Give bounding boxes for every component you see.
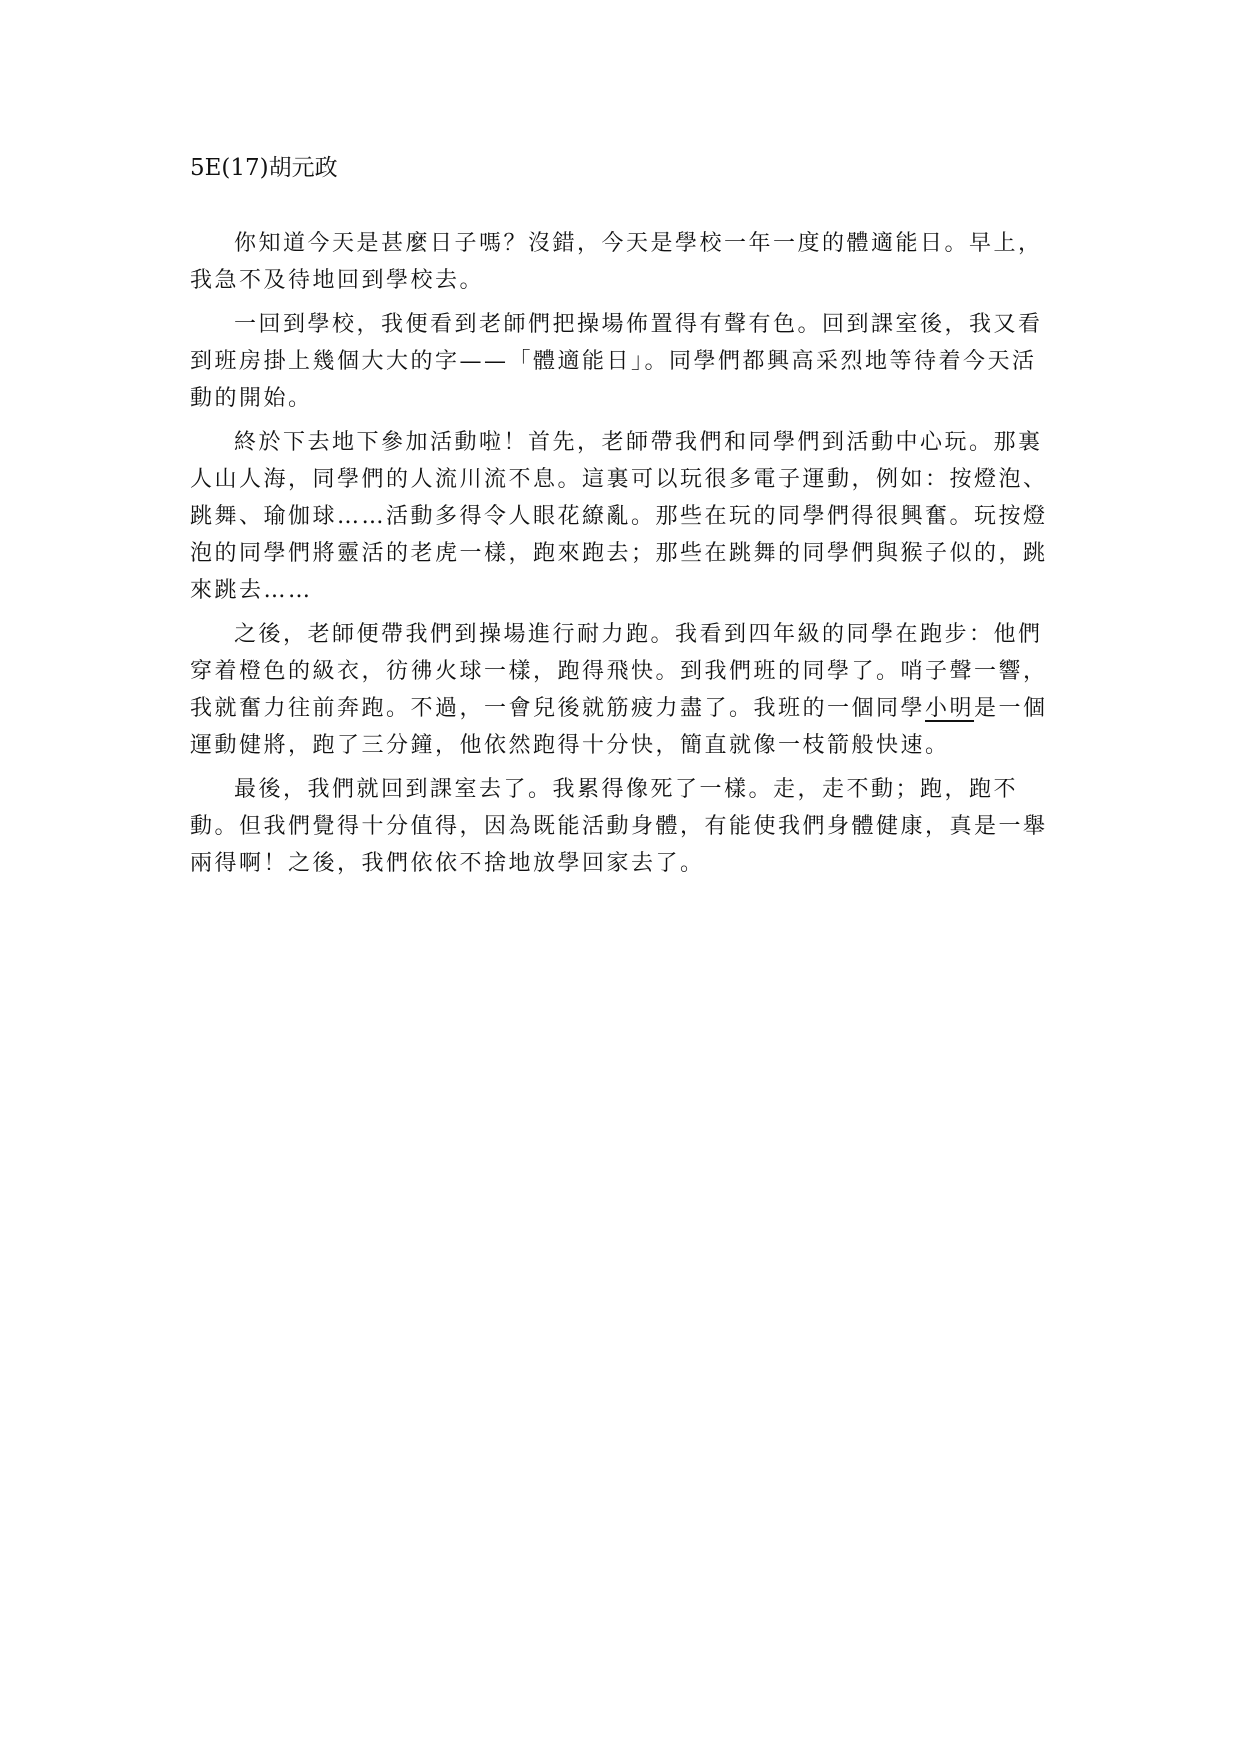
- author-class-line: 5E(17)胡元政: [190, 155, 338, 181]
- essay-paragraph-2: [190, 306, 1060, 417]
- essay-paragraph-3: [190, 424, 1060, 609]
- paragraph-text: 是一個運動健將，跑了三分鐘，他依然跑得十分快，簡直就像一枝箭般快速。: [190, 696, 1048, 758]
- paragraph-text: 終於下去地下參加活動啦！首先，老師帶我們和同學們到活動中心玩。那裏人山人海，同學們的人流川流不息。這裏可以玩很多電子運動，例如：按燈泡、跳舞、瑜伽球……活動多得令人眼花繚亂。那些在玩的同學們得很興奮。玩按燈泡的同學們將靈活的老虎一樣，跑來跑去；那些在跳舞的同學們與猴子似的，跳來跳去……: [190, 430, 1048, 603]
- essay-paragraph-4: [190, 616, 1060, 764]
- essay-body: [190, 225, 1060, 889]
- essay-paragraph-1: [190, 225, 1060, 299]
- paragraph-text: 一回到學校，我便看到老師們把操場佈置得有聲有色。回到課室後，我又看到班房掛上幾個大大的字——「體適能日」。同學們都興高采烈地等待着今天活動的開始。: [190, 312, 1043, 411]
- paragraph-text: 之後，老師便帶我們到操場進行耐力跑。我看到四年級的同學在跑步：他們穿着橙色的級衣，彷彿火球一樣，跑得飛快。到我們班的同學了。哨子聲一響，我就奮力往前奔跑。不過，一會兒後就筋疲力盡了。我班的一個同學: [190, 622, 1048, 721]
- underlined-name: 小明: [925, 696, 975, 721]
- paragraph-text: 你知道今天是甚麼日子嗎？沒錯，今天是學校一年一度的體適能日。早上，我急不及待地回到學校去。: [190, 231, 1043, 293]
- essay-paragraph-5: [190, 771, 1060, 882]
- paragraph-text: 最後，我們就回到課室去了。我累得像死了一樣。走，走不動；跑，跑不動。但我們覺得十分值得，因為既能活動身體，有能使我們身體健康，真是一舉兩得啊！之後，我們依依不捨地放學回家去了。: [190, 777, 1048, 876]
